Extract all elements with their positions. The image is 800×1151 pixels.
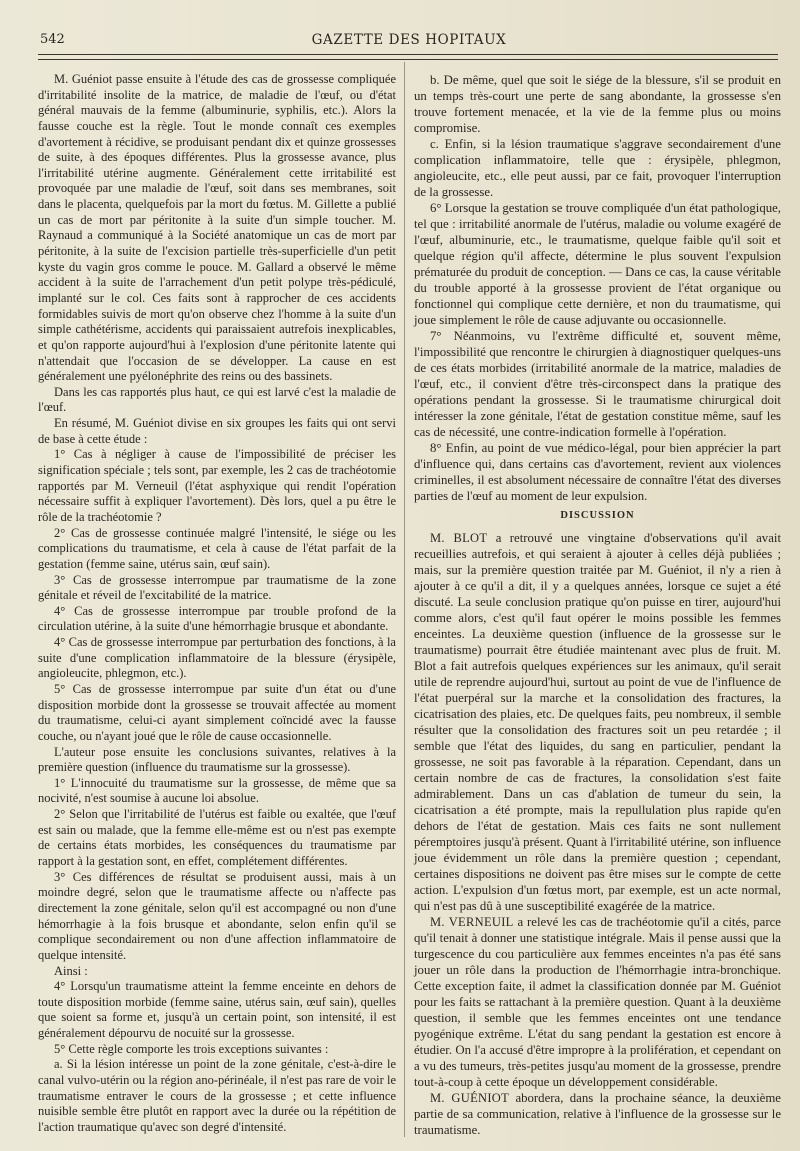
speaker-name: M. BLOT [430, 531, 488, 545]
discussion-paragraph [414, 914, 781, 1090]
paragraph: 6° Lorsque la gestation se trouve compliquée d'un état pathologique, tel que : irritabilité anormale de l'utérus, maladie ou volume exagéré de l'œuf, albuminurie, etc., le traumatisme, quelque faible qu'il soit et quelque région qu'il affecte, détermine le plus souvent l'expulsion prématurée du produit de conception. — Dans ce cas, la cause véritable du trouble apporté à la grossesse provient de l'état organique ou fonctionnel qui complique cette dernière, et non du traumatisme, qui joue simplement le rôle de cause adjuvante ou occasionnelle. [414, 201, 781, 327]
page-header [40, 28, 778, 54]
speaker-name: M. VERNEUIL [430, 915, 514, 929]
discussion-heading: DISCUSSION [560, 510, 635, 521]
paragraph: 2° Selon que l'irritabilité de l'utérus est faible ou exaltée, que l'œuf est sain ou malade, que la femme elle-même est ou n'est pas exempte de certains états morbides, les conséquences du traumatisme par rapport à la gestation sont, en effet, complétement différentes. [38, 807, 396, 869]
paragraph: M. Guéniot passe ensuite à l'étude des cas de grossesse compliquée d'irritabilité insolite de la matrice, de maladie de l'œuf, ou d'état général mauvais de la femme (albuminurie, syphilis, etc.). Alors la fausse couche est la règle. Tout le monde connaît ces exemples d'avortement à récidive, se produisant pendant dix et quinze grossesses de suite, à des époques différentes. Plus la grossesse avance, plus l'irritabilité utérine augmente. Généralement cette irritabilité est provoquée par une maladie de l'œuf, soit dans ses membranes, soit dans le placenta, quelquefois par la mort du fœtus. M. Gillette a publié un cas de mort par péritonite à la suite d'un simple toucher. M. Raynaud a communiqué à la Société anatomique un cas de mort par péritonite, à la suite de l'excision partielle très-superficielle d'un petit kyste du vagin gros comme le pouce. M. Gallard a observé le même accident à la suite de l'arrachement d'un petit polype très-pédiculé, implanté sur le col. Ces faits sont à rapprocher de ces accidents formidables suivis de mort qu'on observe chez l'homme à la suite d'un simple cathétérisme, accidents qui paraissaient autrefois inexplicables, et qu'on rapporte aujourd'hui à l'explosion d'une péritonite latente qui n'attendait que l'occasion de se développer. La cause en est généralement une pyélonéphrite des reins ou des bassinets. [38, 72, 396, 384]
paragraph: 4° Cas de grossesse interrompue par trouble profond de la circulation utérine, à la suite d'une hémorrhagie brusque et abondante. [38, 603, 396, 634]
paragraph: 4° Cas de grossesse interrompue par perturbation des fonctions, à la suite d'une complication inflammatoire de la blessure (érysipèle, angioleucite, phlegmon, etc.). [38, 635, 396, 681]
header-rule [38, 54, 778, 60]
paragraph: 4° Lorsqu'un traumatisme atteint la femme enceinte en dehors de toute disposition morbide (femme saine, utérus sain, œuf sain), quelles que soient sa forme et, jusqu'à un certain point, son intensité, il est généralement dépourvu de nocuité sur la grossesse. [38, 979, 396, 1041]
paragraph: c. Enfin, si la lésion traumatique s'aggrave secondairement d'une complication inflammatoire, telle que : érysipèle, phlegmon, angioleucite, etc., elle peut aussi, par ce fait, provoquer l'interruption de la grossesse. [414, 137, 781, 199]
paragraph: 1° L'innocuité du traumatisme sur la grossesse, de même que sa nocivité, n'est soumise à aucune loi absolue. [38, 775, 396, 806]
speaker-text: a relevé les cas de trachéotomie qu'il a cités, parce qu'il tenait à donner une statistique intégrale. Mais il pense aussi que la turgescence du cou particulière aux femmes enceintes n'a pas été sans jouer un rôle dans la production de l'hémorrhagie intra-bronchique. Cette exception faite, il admet la classification donnée par M. Guéniot pour les faits se rattachant à la première question. Quant à la deuxième question, il semble que les femmes enceintes ont une tendance pyogénique extrême. L'état du sang pendant la gestation est encore à étudier. On l'a accusé d'être impropre à la prolifération, et cependant on a vu des tumeurs, très-petites jusqu'au moment de la grossesse, prendre tout-à-coup à cette époque un développement considérable. [414, 915, 781, 1089]
paragraph: 7° Néanmoins, vu l'extrême difficulté et, souvent même, l'impossibilité que rencontre le chirurgien à diagnostiquer quelques-uns de ces états morbides (irritabilité anormale de la matrice, maladies de l'œuf, etc., il convient d'être très-circonspect dans la pratique des opérations pendant la grossesse. Si le traumatisme chirurgical doit intéresser la zone génitale, l'état de gestation constitue même, sauf les cas de nécessité, une contre-indication formelle à l'opération. [414, 329, 781, 439]
paragraph: b. De même, quel que soit le siége de la blessure, s'il se produit en un temps très-court une perte de sang abondante, la grossesse s'en trouve fortement menacée, et la vie de la femme plus ou moins compromise. [414, 73, 781, 135]
page-number: 542 [40, 32, 65, 47]
left-column [38, 72, 396, 1136]
paragraph: L'auteur pose ensuite les conclusions suivantes, relatives à la première question (influence du traumatisme sur la grossesse). [38, 744, 396, 775]
speaker-text: abordera, dans la prochaine séance, la deuxième partie de sa communication, relative à l'influence de la grossesse sur le traumatisme. [414, 1091, 781, 1137]
running-title: GAZETTE DES HOPITAUX [311, 32, 507, 48]
paragraph: En résumé, M. Guéniot divise en six groupes les faits qui ont servi de base à cette étude : [38, 416, 396, 446]
paragraph: 5° Cas de grossesse interrompue par suite d'un état ou d'une disposition morbide dont la grossesse se trouvait affectée au moment du traumatisme, celui-ci ayant simplement coïncidé avec la fausse couche, ou n'ayant joué que le rôle de cause occasionnelle. [38, 681, 396, 743]
paragraph: Dans les cas rapportés plus haut, ce qui est larvé c'est la maladie de l'œuf. [38, 384, 396, 415]
column-divider [404, 62, 405, 1137]
paragraph: Ainsi : [54, 963, 88, 978]
speaker-name: M. GUÉNIOT [430, 1091, 510, 1105]
paragraph: 3° Cas de grossesse interrompue par traumatisme de la zone génitale et réveil de l'excitabilité de la matrice. [38, 572, 396, 603]
speaker-text: a retrouvé une vingtaine d'observations qu'il avait recueillies autrefois, et qui seraient à ajouter à celles déjà publiées ; mais, sur la première question traitée par M. Guéniot, il n'y a rien à ajouter à ce qu'il a dit, il y a quelques années, lorsque ce sujet a été discuté. La seule conclusion pratique qu'on puisse en tirer, aujourd'hui comme alors, c'est qu'il faut opérer le moins possible les femmes enceintes. La deuxième question (influence de la grossesse sur le traumatisme) pourrait être étudiée maintenant avec plus de fruit. M. Blot a fait autrefois quelques expériences sur les animaux, qu'il serait utile de reprendre aujourd'hui, surtout au point de vue de l'influence de l'état puerpéral sur la marche et la consolidation des fractures, la cicatrisation des plaies, etc. De quelques faits, peu nombreux, il semble résulter que la consolidation des fractures soit un peu retardée ; il semble que l'état des liquides, du sang en particulier, pendant la grossesse, ne soit pas favorable à la réparation. Cependant, dans un certain nombre de cas de fractures, la consolidation s'est faite admirablement. Dans un cas d'ablation de tumeur du sein, la cicatrisation a été prompte, mais la repullulation plus rapide qu'en dehors de l'état de gestation. Mais ces faits ne sont nullement péremptoires jusqu'à présent. Quant à l'irritabilité utérine, son influence joue évidemment un rôle dans la première question ; cependant, certaines dispositions ne doivent pas être mises sur le compte de cette action. L'expulsion d'un fœtus mort, par exemple, est un acte normal, qui n'est pas dû à une susceptibilité exagérée de la matrice. [414, 531, 781, 913]
paragraph: 8° Enfin, au point de vue médico-légal, pour bien apprécier la part d'influence qui, dans certains cas d'avortement, revient aux violences criminelles, il est absolument nécessaire de connaître l'état des diverses parties de l'œuf au moment de leur expulsion. [414, 441, 781, 503]
paragraph: 3° Ces différences de résultat se produisent aussi, mais à un moindre degré, selon que le traumatisme affecte ou n'affecte pas directement la zone génitale, selon qu'il est accompagné ou non d'une hémorrhagie à la fois brusque et abondante, selon enfin qu'il se complique secondairement ou non d'une affection inflammatoire de quelque intensité. [38, 869, 396, 962]
paragraph: 1° Cas à négliger à cause de l'impossibilité de préciser les signification spéciale ; tels sont, par exemple, les 2 cas de trachéotomie rapportés par M. Verneuil (l'état asphyxique qui rendit l'opération nécessaire suffit à expliquer l'avortement). Dès lors, quel a pu être le rôle de la trachéotomie ? [38, 447, 396, 524]
discussion-paragraph [414, 530, 781, 914]
paragraph: a. Si la lésion intéresse un point de la zone génitale, c'est-à-dire le canal vulvo-utérin ou la région ano-périnéale, il n'est pas rare de voir le traumatisme entraver le cours de la grossesse ; et cette influence nuisible semble être plutôt en rapport avec la durée ou la répétition de l'action traumatique qu'avec son degré d'intensité. [38, 1057, 396, 1134]
paragraph: 5° Cette règle comporte les trois exceptions suivantes : [54, 1041, 329, 1056]
right-column [414, 72, 781, 1138]
discussion-paragraph [414, 1090, 781, 1138]
paragraph: 2° Cas de grossesse continuée malgré l'intensité, le siége ou les complications du traumatisme, et cela à cause de l'état parfait de la gestation (femme saine, utérus sain, œuf sain). [38, 525, 396, 571]
